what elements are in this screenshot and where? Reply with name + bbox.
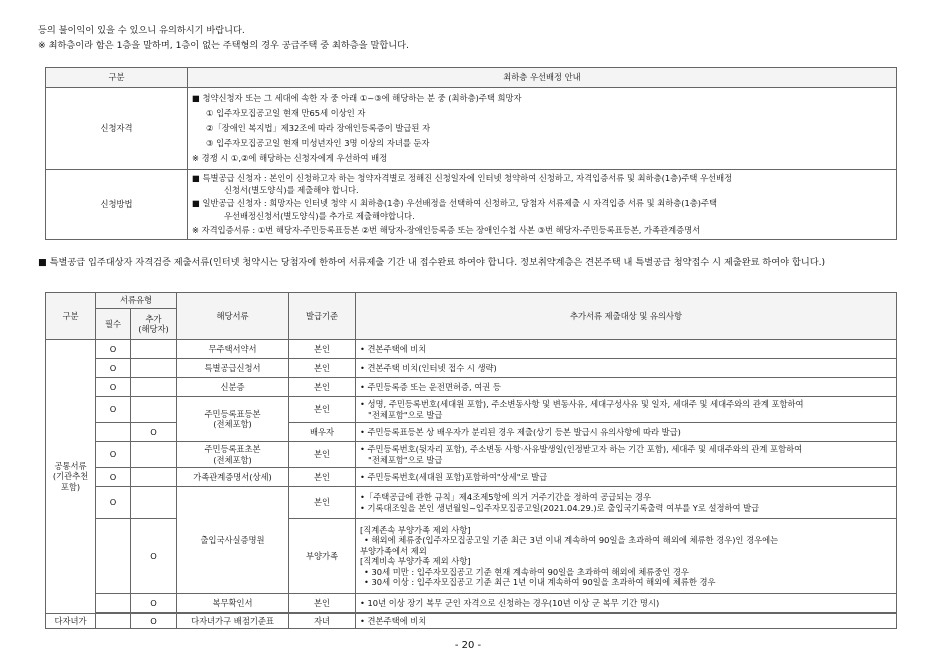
note-line: • 주민등록번호(뒷자리 포함), 주소변동 사항·사유발생일(인정받고자 하는 기간 포함), 세대주 및 세대주와의 관계 포함하여 — [360, 444, 803, 454]
note-line: •「주택공급에 관한 규칙」제4조제5항에 의거 거주기간을 정하여 공급되는 경우 — [360, 492, 651, 502]
eligibility-line: ■ 청약신청자 또는 그 세대에 속한 자 중 아래 ①~③에 해당하는 분 중 (최하층)주택 희망자 — [192, 93, 522, 103]
note-line: 부양가족에서 제외 — [360, 545, 427, 556]
eligibility-line: ① 입주자모집공고일 현재 만65세 이상인 자 — [206, 108, 366, 118]
note — [356, 519, 897, 594]
h-document: 해당서류 — [177, 293, 289, 340]
eligibility-line: ※ 경쟁 시 ①,②에 해당하는 신청자에게 우선하여 배정 — [192, 153, 388, 163]
note-line: • 기록대조일을 본인 생년월일~입주자모집공고일(2021.04.29.)로 출입국기록출력 여부를 Y로 설정하여 발급 — [360, 502, 760, 513]
required-mark: O — [96, 442, 131, 468]
document-name: 출입국사실증명원 — [177, 487, 289, 594]
note-line: [직계비속 부양가족 제외 사항] — [360, 556, 471, 566]
additional-mark: O — [131, 594, 177, 613]
required-mark — [96, 594, 131, 613]
additional-mark: O — [131, 519, 177, 594]
h-additional — [131, 309, 177, 340]
note — [356, 442, 897, 468]
common-docs-label — [46, 340, 96, 614]
note-line: • 30세 미만 : 입주자모집공고 기준 현재 계속하여 90일을 초과하여 해외에 체류중인 경우 — [364, 566, 689, 577]
note: • 주민등록증 또는 운전면허증, 여권 등 — [356, 378, 897, 397]
intro-line-1: 등의 불이익이 있을 수 있으니 유의하시기 바랍니다. — [38, 25, 245, 36]
h-doc-type: 서류유형 — [96, 293, 177, 309]
method-line: ※ 자격입증서류 : ①번 해당자-주민등록표등본 ②번 해당자-장애인등록증 또는 장애인수첩 사본 ③번 해당자-주민등록표등본, 가족관계증명서 — [192, 225, 701, 235]
required-mark: O — [96, 468, 131, 487]
h-issuer: 발급기준 — [289, 293, 356, 340]
note: • 견본주택에 비치 — [356, 340, 897, 359]
note-line: "전체포함"으로 발급 — [368, 454, 443, 465]
note — [356, 487, 897, 519]
additional-mark — [131, 468, 177, 487]
row-method-label: 신청방법 — [46, 170, 188, 240]
document-name: 복무확인서 — [177, 594, 289, 613]
issuer: 부양가족 — [289, 519, 356, 594]
lowest-floor-table — [45, 67, 897, 240]
required-mark — [96, 423, 131, 442]
issuer: 본인 — [289, 340, 356, 359]
issuer: 본인 — [289, 468, 356, 487]
header-category: 구분 — [46, 68, 188, 88]
common-label-line: 공통서류 — [54, 460, 87, 471]
common-label-line: 포함) — [60, 481, 81, 492]
row-eligibility-content — [188, 88, 897, 170]
document-name-line: (전체포함) — [213, 454, 252, 465]
note: • 주민등록표등본 상 배우자가 분리된 경우 제출(상기 등본 발급시 유의사항에 따라 발급) — [356, 423, 897, 442]
h-additional-line: (해당자) — [138, 324, 169, 334]
eligibility-line: ②「장애인 복지법」제32조에 따라 장애인등록증이 발급된 자 — [206, 123, 431, 133]
common-label-line: (기관추천 — [52, 471, 89, 482]
note-line: [직계존속 부양가족 제외 사항] — [360, 524, 471, 535]
method-line: ■ 특별공급 신청자 : 본인이 신청하고자 하는 청약자격별로 정해진 신청일자에 인터넷 청약하여 신청하고, 자격입증서류 및 최하층(1층)주택 우선배정 — [192, 173, 733, 183]
document-name — [177, 397, 289, 442]
additional-mark — [131, 442, 177, 468]
multichild-label: 다자녀가 — [46, 614, 96, 629]
required-mark — [96, 519, 131, 594]
note — [356, 397, 897, 423]
header-lowest-floor: 최하층 우선배정 안내 — [188, 68, 897, 88]
intro-line-2: ※ 최하층이라 함은 1층을 말하며, 1층이 없는 주택형의 경우 공급주택 중 최하층을 말합니다. — [38, 40, 409, 51]
issuer: 본인 — [289, 594, 356, 613]
issuer: 본인 — [289, 442, 356, 468]
issuer: 자녀 — [289, 614, 356, 629]
document-name: 특별공급신청서 — [177, 359, 289, 378]
method-line: 신청서(별도양식)를 제출해야 합니다. — [224, 185, 359, 195]
h-category: 구분 — [46, 293, 96, 340]
h-notes: 추가서류 제출대상 및 유의사항 — [356, 293, 897, 340]
issuer: 본인 — [289, 397, 356, 423]
required-mark: O — [96, 359, 131, 378]
documents-table — [45, 292, 897, 629]
issuer: 본인 — [289, 378, 356, 397]
document-name-line: 주민등록표등본 — [204, 408, 261, 419]
note: • 10년 이상 장기 복무 군인 자격으로 신청하는 경우(10년 이상 군 복무 기간 명시) — [356, 594, 897, 613]
required-mark: O — [96, 378, 131, 397]
required-mark: O — [96, 487, 131, 519]
note-line: • 해외에 체류중(입주자모집공고일 기준 최근 3년 이내 계속하여 90일을 초과하여 해외에 체류한 경우)인 경우에는 — [364, 535, 779, 545]
method-line: ■ 일반공급 신청자 : 희망자는 인터넷 청약 시 최하층(1층) 우선배정을 선택하여 신청하고, 당첨자 서류제출 시 자격입증 서류 및 최하층(1층)주택 — [192, 198, 718, 208]
page-number: - 20 - — [454, 640, 482, 651]
required-mark: O — [96, 397, 131, 423]
additional-mark — [131, 378, 177, 397]
issuer: 배우자 — [289, 423, 356, 442]
required-mark: O — [96, 340, 131, 359]
note: • 견본주택 비치(인터넷 접수 시 생략) — [356, 359, 897, 378]
additional-mark — [131, 397, 177, 423]
issuer: 본인 — [289, 487, 356, 519]
issuer: 본인 — [289, 359, 356, 378]
additional-mark — [131, 487, 177, 519]
note: • 견본주택에 비치 — [356, 614, 897, 629]
additional-mark: O — [131, 423, 177, 442]
document-name: 다자녀가구 배점기준표 — [177, 614, 289, 629]
required-mark — [96, 614, 131, 629]
document-name-line: 주민등록표초본 — [204, 444, 261, 454]
document-name: 신분증 — [177, 378, 289, 397]
section-title: ■ 특별공급 입주대상자 자격검증 제출서류(인터넷 청약시는 당첨자에 한하여 서류제출 기간 내 접수완료 하여야 합니다. 정보취약계층은 견본주택 내 특별공급 청약접수 시 제출완료 하여야 합니다.) — [38, 257, 826, 268]
h-additional-line: 추가 — [145, 313, 162, 324]
additional-mark: O — [131, 614, 177, 629]
row-eligibility-label: 신청자격 — [46, 88, 188, 170]
note-line: • 성명, 주민등록번호(세대원 포함), 주소변동사항 및 변동사유, 세대구성사유 및 일자, 세대주 및 세대주와의 관계 포함하여 — [360, 399, 804, 409]
note: • 주민등록번호(세대원 포함)포함하여"상세"로 발급 — [356, 468, 897, 487]
row-method-content — [188, 170, 897, 240]
eligibility-line: ③ 입주자모집공고일 현재 미성년자인 3명 이상의 자녀를 둔자 — [206, 138, 430, 148]
document-name-line: (전체포함) — [213, 419, 252, 429]
note-line: • 30세 이상 : 입주자모집공고 기준 최근 1년 이내 계속하여 90일을 초과하여 해외에 체류한 경우 — [364, 577, 716, 587]
additional-mark — [131, 359, 177, 378]
additional-mark — [131, 340, 177, 359]
note-line: "전체포함"으로 발급 — [368, 409, 443, 420]
h-required: 필수 — [96, 309, 131, 340]
method-line: 우선배정신청서(별도양식)를 추가로 제출해야합니다. — [224, 211, 415, 221]
document-name: 무주택서약서 — [177, 340, 289, 359]
document-name: 가족관계증명서(상세) — [177, 468, 289, 487]
document-name — [177, 442, 289, 468]
